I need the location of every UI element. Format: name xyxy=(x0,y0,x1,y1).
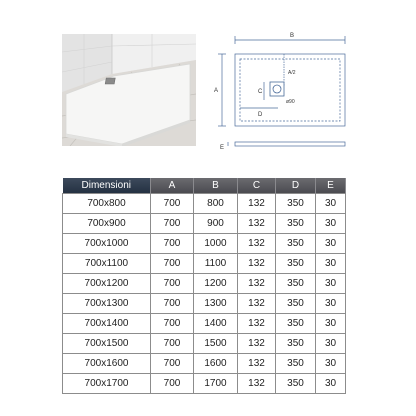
cell-d: 350 xyxy=(276,354,316,374)
header-c: C xyxy=(238,178,276,194)
technical-drawing xyxy=(210,24,360,158)
cell-b: 1400 xyxy=(194,314,238,334)
label-d: D xyxy=(258,112,263,118)
cell-dimensioni: 700x1700 xyxy=(63,374,151,394)
cell-b: 1000 xyxy=(194,234,238,254)
cell-d: 350 xyxy=(276,194,316,214)
label-c: C xyxy=(258,89,263,95)
cell-b: 1600 xyxy=(194,354,238,374)
table-row xyxy=(63,314,346,334)
cell-dimensioni: 700x1500 xyxy=(63,334,151,354)
label-a: A xyxy=(214,88,219,94)
cell-b: 800 xyxy=(194,194,238,214)
table-row xyxy=(63,254,346,274)
dimension-diagram xyxy=(210,24,360,158)
label-diameter: ø90 xyxy=(286,99,295,105)
cell-a: 700 xyxy=(151,274,194,294)
cell-a: 700 xyxy=(151,254,194,274)
cell-a: 700 xyxy=(151,354,194,374)
cell-d: 350 xyxy=(276,214,316,234)
table-row xyxy=(63,294,346,314)
cell-e: 30 xyxy=(316,354,346,374)
table-row xyxy=(63,274,346,294)
label-b: B xyxy=(290,33,295,39)
cell-e: 30 xyxy=(316,214,346,234)
cell-c: 132 xyxy=(238,374,276,394)
product-photo xyxy=(62,34,196,146)
cell-c: 132 xyxy=(238,234,276,254)
cell-a: 700 xyxy=(151,294,194,314)
cell-dimensioni: 700x1100 xyxy=(63,254,151,274)
cell-c: 132 xyxy=(238,334,276,354)
cell-c: 132 xyxy=(238,314,276,334)
header-a: A xyxy=(151,178,194,194)
cell-b: 1700 xyxy=(194,374,238,394)
square-drain-icon xyxy=(105,78,115,84)
tray-profile xyxy=(235,142,345,146)
tray-inner-outline xyxy=(240,59,340,121)
table-body xyxy=(63,194,346,394)
header-b: B xyxy=(194,178,238,194)
header-e: E xyxy=(316,178,346,194)
shower-tray-photo xyxy=(62,34,196,146)
dimensions-table xyxy=(62,178,346,394)
cell-c: 132 xyxy=(238,214,276,234)
cell-a: 700 xyxy=(151,234,194,254)
cell-a: 700 xyxy=(151,334,194,354)
cell-e: 30 xyxy=(316,234,346,254)
cell-e: 30 xyxy=(316,194,346,214)
table-row xyxy=(63,234,346,254)
cell-dimensioni: 700x1600 xyxy=(63,354,151,374)
drain-circle-icon xyxy=(273,85,281,93)
cell-b: 1200 xyxy=(194,274,238,294)
cell-e: 30 xyxy=(316,274,346,294)
cell-c: 132 xyxy=(238,354,276,374)
cell-a: 700 xyxy=(151,194,194,214)
cell-dimensioni: 700x1200 xyxy=(63,274,151,294)
table-row xyxy=(63,354,346,374)
cell-e: 30 xyxy=(316,314,346,334)
cell-b: 1300 xyxy=(194,294,238,314)
cell-a: 700 xyxy=(151,214,194,234)
cell-a: 700 xyxy=(151,314,194,334)
table-header-row xyxy=(63,178,346,194)
cell-b: 1500 xyxy=(194,334,238,354)
cell-e: 30 xyxy=(316,374,346,394)
cell-dimensioni: 700x1000 xyxy=(63,234,151,254)
label-a-half: A/2 xyxy=(288,70,296,76)
table-row xyxy=(63,194,346,214)
cell-d: 350 xyxy=(276,374,316,394)
cell-c: 132 xyxy=(238,194,276,214)
cell-e: 30 xyxy=(316,294,346,314)
cell-a: 700 xyxy=(151,374,194,394)
cell-e: 30 xyxy=(316,254,346,274)
cell-dimensioni: 700x900 xyxy=(63,214,151,234)
cell-dimensioni: 700x800 xyxy=(63,194,151,214)
cell-e: 30 xyxy=(316,334,346,354)
cell-d: 350 xyxy=(276,274,316,294)
cell-b: 900 xyxy=(194,214,238,234)
cell-d: 350 xyxy=(276,294,316,314)
label-e: E xyxy=(220,145,225,151)
table-row xyxy=(63,334,346,354)
dimensions-table-container xyxy=(62,178,345,394)
cell-c: 132 xyxy=(238,254,276,274)
cell-d: 350 xyxy=(276,334,316,354)
tray-outline xyxy=(235,54,345,126)
cell-d: 350 xyxy=(276,314,316,334)
table-row xyxy=(63,374,346,394)
cell-c: 132 xyxy=(238,274,276,294)
header-dimensioni: Dimensioni xyxy=(63,178,151,194)
cell-d: 350 xyxy=(276,254,316,274)
cell-dimensioni: 700x1300 xyxy=(63,294,151,314)
cell-dimensioni: 700x1400 xyxy=(63,314,151,334)
header-d: D xyxy=(276,178,316,194)
cell-d: 350 xyxy=(276,234,316,254)
cell-b: 1100 xyxy=(194,254,238,274)
table-row xyxy=(63,214,346,234)
cell-c: 132 xyxy=(238,294,276,314)
